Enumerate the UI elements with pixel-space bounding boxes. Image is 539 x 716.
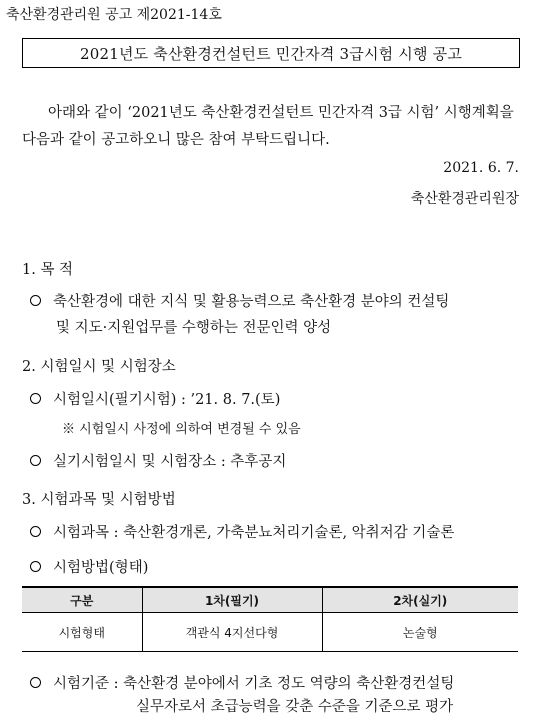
- criteria-text-line1: 시험기준 : 축산환경 분야에서 기초 정도 역량의 축산환경컨설팅: [53, 676, 455, 692]
- table-header-second: 2차(실기): [322, 587, 518, 613]
- criteria-text-line2: 실무자로서 초급능력을 갖춘 수준을 기준으로 평가: [136, 699, 454, 715]
- notice-title: 2021년도 축산환경컨설턴트 민간자격 3급시험 시행 공고: [79, 44, 463, 63]
- circle-bullet-icon: [30, 455, 41, 466]
- table-header-first: 1차(필기): [142, 587, 322, 613]
- notice-date: 2021. 6. 7.: [443, 160, 519, 176]
- exam-method-table: [22, 586, 518, 652]
- intro-paragraph: 아래와 같이 ‘2021년도 축산환경컨설턴트 민간자격 3급 시험’ 시행계획을 다음과 같이 공고하오니 많은 참여 부탁드립니다.: [22, 105, 514, 148]
- section-schedule-heading: 2. 시험일시 및 시험장소: [22, 359, 176, 375]
- method-bullet: [30, 556, 148, 577]
- circle-bullet-icon: [30, 295, 41, 306]
- table-cell-second: 논술형: [322, 613, 518, 652]
- issuer: 축산환경관리원장: [410, 191, 519, 207]
- circle-bullet-icon: [30, 561, 41, 572]
- purpose-text-line2: 및 지도·지원업무를 수행하는 전문인력 양성: [56, 320, 332, 336]
- circle-bullet-icon: [30, 526, 41, 537]
- practical-bullet: [30, 450, 286, 471]
- section-subjects-heading: 3. 시험과목 및 시험방법: [22, 492, 176, 508]
- method-label: 시험방법(형태): [53, 560, 149, 576]
- schedule-note: ※ 시험일시 사정에 의하여 변경될 수 있음: [62, 422, 301, 437]
- purpose-text-line1: 축산환경에 대한 지식 및 활용능력으로 축산환경 분야의 컨설팅: [53, 294, 450, 310]
- table-row: [22, 613, 518, 652]
- practical-text: 실기시험일시 및 시험장소 : 추후공지: [53, 454, 287, 470]
- written-date-bullet: [30, 388, 280, 409]
- purpose-bullet: [30, 290, 449, 311]
- written-date-text: 시험일시(필기시험) : ’21. 8. 7.(토): [53, 392, 281, 408]
- table-header-category: 구분: [22, 587, 142, 613]
- criteria-bullet: [30, 672, 454, 693]
- subjects-bullet: [30, 521, 454, 542]
- section-purpose-heading: 1. 목 적: [22, 262, 74, 278]
- circle-bullet-icon: [30, 393, 41, 404]
- circle-bullet-icon: [30, 677, 41, 688]
- table-cell-first: 객관식 4지선다형: [142, 613, 322, 652]
- notice-title-box: [22, 38, 520, 68]
- table-header-row: [22, 587, 518, 613]
- notice-number: 축산환경관리원 공고 제2021-14호: [6, 7, 222, 23]
- subjects-text: 시험과목 : 축산환경개론, 가축분뇨처리기술론, 악취저감 기술론: [53, 525, 455, 541]
- table-cell-category: 시험형태: [22, 613, 142, 652]
